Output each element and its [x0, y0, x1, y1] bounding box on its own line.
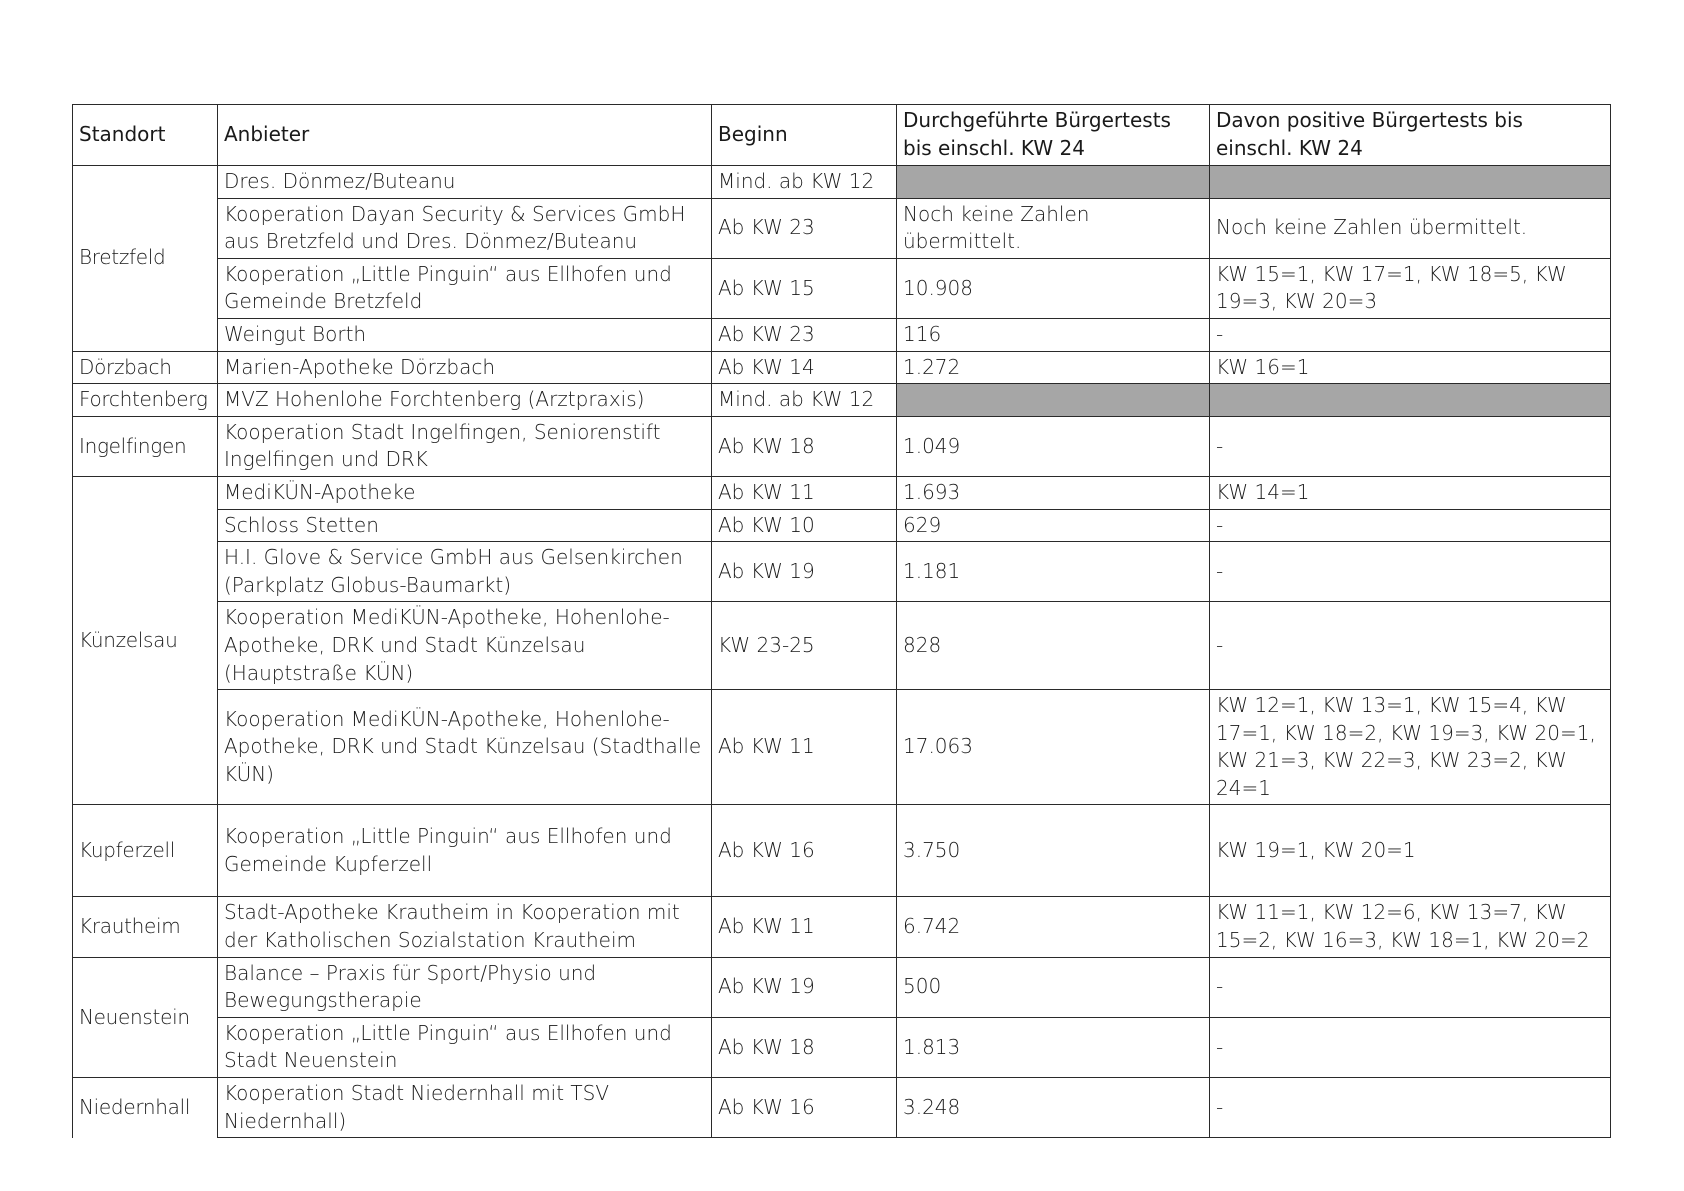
table-row	[73, 602, 1611, 690]
cell-standort: Forchtenberg	[73, 384, 218, 417]
table-row	[73, 1017, 1611, 1077]
table-row	[73, 542, 1611, 602]
table-row	[73, 258, 1611, 318]
cell-standort: Kupferzell	[73, 805, 218, 897]
cell-positive: -	[1210, 318, 1611, 351]
cell-anbieter: Kooperation Stadt Niedernhall mit TSV Niedernhall)	[218, 1078, 712, 1138]
table-row	[73, 690, 1611, 805]
cell-anbieter: Marien-Apotheke Dörzbach	[218, 351, 712, 384]
cell-tests: 3.248	[897, 1078, 1210, 1138]
header-row	[73, 105, 1611, 166]
cell-anbieter: MediKÜN-Apotheke	[218, 476, 712, 509]
cell-anbieter: Schloss Stetten	[218, 509, 712, 542]
cell-anbieter: Kooperation „Little Pinguin“ aus Ellhofen und Gemeinde Bretzfeld	[218, 258, 712, 318]
cell-tests: 1.181	[897, 542, 1210, 602]
cell-tests: 10.908	[897, 258, 1210, 318]
cell-beginn: Ab KW 23	[712, 198, 897, 258]
cell-beginn: Ab KW 19	[712, 542, 897, 602]
cell-positive: -	[1210, 509, 1611, 542]
cell-tests: 828	[897, 602, 1210, 690]
table-row	[73, 805, 1611, 897]
cell-beginn: Ab KW 18	[712, 1017, 897, 1077]
cell-tests: Noch keine Zahlen übermittelt.	[897, 198, 1210, 258]
cell-tests	[897, 384, 1210, 417]
cell-standort: Neuenstein	[73, 957, 218, 1077]
cell-beginn: Ab KW 16	[712, 805, 897, 897]
cell-anbieter: Weingut Borth	[218, 318, 712, 351]
table-row	[73, 957, 1611, 1017]
cell-positive: -	[1210, 957, 1611, 1017]
header-anbieter: Anbieter	[218, 105, 712, 166]
cell-positive: -	[1210, 542, 1611, 602]
cell-anbieter: Stadt-Apotheke Krautheim in Kooperation mit der Katholischen Sozialstation Krautheim	[218, 897, 712, 957]
cell-standort: Ingelfingen	[73, 416, 218, 476]
cell-tests: 1.693	[897, 476, 1210, 509]
cell-beginn: Ab KW 15	[712, 258, 897, 318]
cell-anbieter: Balance – Praxis für Sport/Physio und Bewegungstherapie	[218, 957, 712, 1017]
cell-anbieter: MVZ Hohenlohe Forchtenberg (Arztpraxis)	[218, 384, 712, 417]
cell-tests: 6.742	[897, 897, 1210, 957]
table-row	[73, 384, 1611, 417]
cell-beginn: Ab KW 23	[712, 318, 897, 351]
cell-anbieter: Kooperation Dayan Security & Services GmbH aus Bretzfeld und Dres. Dönmez/Buteanu	[218, 198, 712, 258]
cell-standort: Dörzbach	[73, 351, 218, 384]
cell-anbieter: Dres. Dönmez/Buteanu	[218, 166, 712, 199]
cell-anbieter: Kooperation „Little Pinguin“ aus Ellhofen und Stadt Neuenstein	[218, 1017, 712, 1077]
cell-positive: KW 15=1, KW 17=1, KW 18=5, KW 19=3, KW 20=3	[1210, 258, 1611, 318]
cell-beginn: Ab KW 11	[712, 897, 897, 957]
cell-positive	[1210, 384, 1611, 417]
test-sites-table	[72, 104, 1611, 1138]
header-tests: Durchgeführte Bürgertests bis einschl. KW 24	[897, 105, 1210, 166]
cell-positive: -	[1210, 1017, 1611, 1077]
cell-tests: 1.813	[897, 1017, 1210, 1077]
cell-beginn: Mind. ab KW 12	[712, 166, 897, 199]
table-row	[73, 509, 1611, 542]
cell-anbieter: Kooperation Stadt Ingelfingen, Seniorenstift Ingelfingen und DRK	[218, 416, 712, 476]
cell-anbieter: Kooperation MediKÜN-Apotheke, Hohenlohe-Apotheke, DRK und Stadt Künzelsau (Stadthalle KÜN)	[218, 690, 712, 805]
cell-anbieter: Kooperation „Little Pinguin“ aus Ellhofen und Gemeinde Kupferzell	[218, 805, 712, 897]
cell-tests: 17.063	[897, 690, 1210, 805]
cell-positive: KW 16=1	[1210, 351, 1611, 384]
cell-beginn: Ab KW 16	[712, 1078, 897, 1138]
cell-beginn: Ab KW 19	[712, 957, 897, 1017]
header-beginn: Beginn	[712, 105, 897, 166]
cell-standort: Bretzfeld	[73, 166, 218, 352]
table-row	[73, 198, 1611, 258]
header-positive: Davon positive Bürgertests bis einschl. KW 24	[1210, 105, 1611, 166]
table-row	[73, 166, 1611, 199]
cell-tests	[897, 166, 1210, 199]
cell-beginn: Ab KW 11	[712, 690, 897, 805]
cell-tests: 500	[897, 957, 1210, 1017]
cell-positive: -	[1210, 1078, 1611, 1138]
cell-positive: KW 11=1, KW 12=6, KW 13=7, KW 15=2, KW 16=3, KW 18=1, KW 20=2	[1210, 897, 1611, 957]
header-standort: Standort	[73, 105, 218, 166]
table-row	[73, 351, 1611, 384]
cell-positive: -	[1210, 416, 1611, 476]
cell-beginn: Mind. ab KW 12	[712, 384, 897, 417]
table-row	[73, 318, 1611, 351]
cell-positive: KW 12=1, KW 13=1, KW 15=4, KW 17=1, KW 18=2, KW 19=3, KW 20=1, KW 21=3, KW 22=3, KW 23=2, KW 24=1	[1210, 690, 1611, 805]
cell-standort: Niedernhall	[73, 1078, 218, 1138]
table-row	[73, 476, 1611, 509]
cell-tests: 1.272	[897, 351, 1210, 384]
cell-positive: KW 14=1	[1210, 476, 1611, 509]
cell-beginn: Ab KW 11	[712, 476, 897, 509]
cell-anbieter: H.I. Glove & Service GmbH aus Gelsenkirchen (Parkplatz Globus-Baumarkt)	[218, 542, 712, 602]
cell-tests: 3.750	[897, 805, 1210, 897]
table-row	[73, 1078, 1611, 1138]
table-header	[73, 105, 1611, 166]
cell-beginn: Ab KW 14	[712, 351, 897, 384]
cell-beginn: Ab KW 10	[712, 509, 897, 542]
cell-beginn: KW 23-25	[712, 602, 897, 690]
cell-positive: -	[1210, 602, 1611, 690]
cell-standort: Künzelsau	[73, 476, 218, 805]
table-row	[73, 897, 1611, 957]
cell-positive: Noch keine Zahlen übermittelt.	[1210, 198, 1611, 258]
table-body	[73, 166, 1611, 1138]
cell-tests: 629	[897, 509, 1210, 542]
cell-positive: KW 19=1, KW 20=1	[1210, 805, 1611, 897]
cell-standort: Krautheim	[73, 897, 218, 957]
table-row	[73, 416, 1611, 476]
cell-tests: 116	[897, 318, 1210, 351]
cell-tests: 1.049	[897, 416, 1210, 476]
cell-anbieter: Kooperation MediKÜN-Apotheke, Hohenlohe-Apotheke, DRK und Stadt Künzelsau (Hauptstraße KÜN)	[218, 602, 712, 690]
cell-positive	[1210, 166, 1611, 199]
cell-beginn: Ab KW 18	[712, 416, 897, 476]
